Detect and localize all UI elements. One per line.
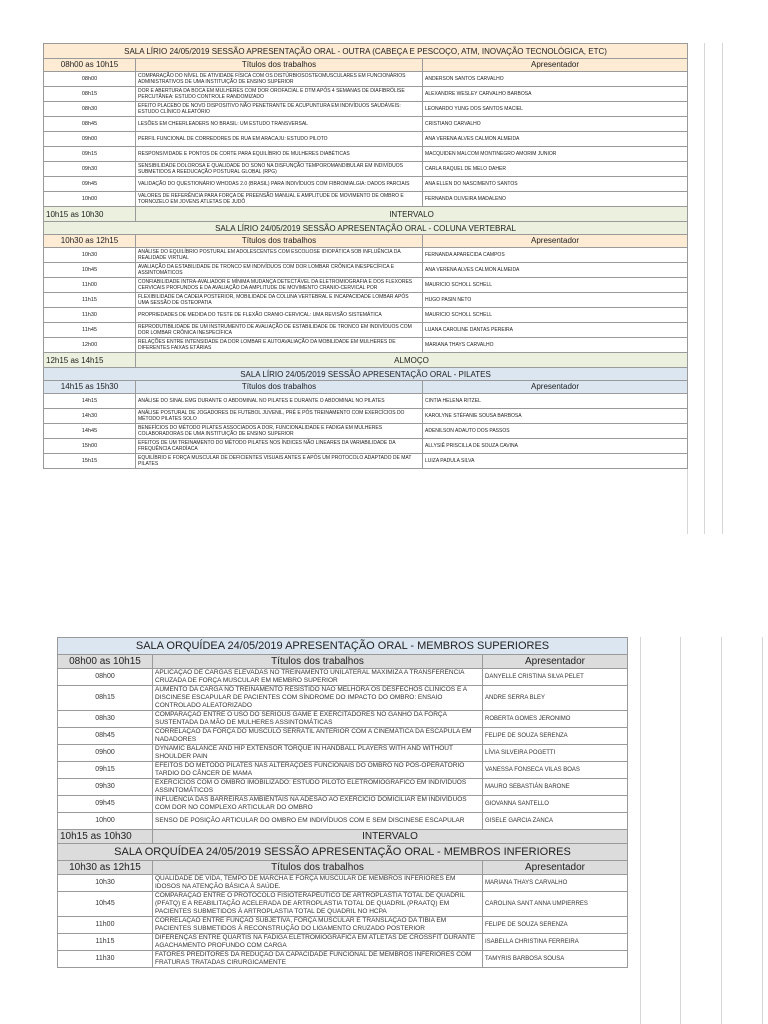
presenter-cell: DANYELLE CRISTINA SILVA PELET (483, 669, 628, 686)
grid-line (721, 637, 722, 1024)
table-row (58, 951, 628, 968)
presenter-cell: MAURICIO SCHOLL SCHELL (423, 308, 688, 323)
section-title: SALA LÍRIO 24/05/2019 SESSÃO APRESENTAÇÃO ORAL - PILATES (44, 368, 688, 381)
table-row (44, 162, 688, 177)
presenter-cell: KAROLYNE STÉFANIE SOUSA BARBOSA (423, 409, 688, 424)
section-title: SALA LÍRIO 24/05/2019 SESSÃO APRESENTAÇÃO ORAL - OUTRA (CABEÇA E PESCOÇO, ATM, INOVAÇÃO TECNOLÓGICA, ETC) (44, 44, 688, 59)
time-cell: 09h15 (44, 147, 136, 162)
time-cell: 12h00 (44, 338, 136, 353)
presenter-cell: LUIZA PADULA SILVA (423, 454, 688, 469)
time-cell: 10h30 (58, 875, 153, 892)
presenter-cell: FERNANDA OLIVEIRA MADALENO (423, 192, 688, 207)
table-row (58, 875, 628, 892)
presenter-cell: ADENILSON ADAUTO DOS PASSOS (423, 424, 688, 439)
pause-label: INTERVALO (136, 207, 688, 222)
title-cell: LESÕES EM CHEERLEADERS NO BRASIL: UM ESTUDO TRANSVERSAL (136, 117, 423, 132)
pause-time: 12h15 as 14h15 (44, 353, 136, 368)
title-cell: CORRELAÇÃO ENTRE FUNÇÃO SUBJETIVA, FORÇA MUSCULAR E TRANSLAÇÃO DA TÍBIA EM PACIENTES SUBMETIDOS À RECONSTRUÇÃO DO LIGAMENTO CRUZADO POSTERIOR (153, 917, 483, 934)
column-header-presenter: Apresentador (483, 861, 628, 875)
table-row (44, 409, 688, 424)
title-cell: EXERCÍCIOS COM O OMBRO IMOBILIZADO: ESTUDO PILOTO ELETROMIOGRÁFICO EM INDIVÍDUOS ASSINTOMÁTICOS (153, 779, 483, 796)
time-cell: 08h15 (58, 686, 153, 711)
title-cell: QUALIDADE DE VIDA, TEMPO DE MARCHA E FORÇA MUSCULAR DE MEMBROS INFERIORES EM IDOSOS NA ATENÇÃO BÁSICA À SAÚDE. (153, 875, 483, 892)
title-cell: RESPONSIVIDADE E PONTOS DE CORTE PARA EQUILÍBRIO DE MULHERES DIABÉTICAS (136, 147, 423, 162)
title-cell: CONFIABILIDADE INTRA-AVALIADOR E MÍNIMA MUDANÇA DETECTÁVEL DA ELETROMIOGRAFIA E DOS FLEXORES CERVICAIS PROFUNDOS E DA AVALIAÇÃO DA AMPLITUDE DE MOVIMENTO CRANIO-CERVICAL POR (136, 278, 423, 293)
table-row (44, 308, 688, 323)
title-cell: SENSIBILIDADE DOLOROSA E QUALIDADE DO SONO NA DISFUNÇÃO TEMPOROMANDIBULAR EM INDIVÍDUOS SUBMETIDOS A REEDUCAÇÃO POSTURAL GLOBAL (RPG) (136, 162, 423, 177)
column-header-presenter: Apresentador (423, 235, 688, 248)
presenter-cell: MARIANA THAYS CARVALHO (423, 338, 688, 353)
presenter-cell: MAURICIO SCHOLL SCHELL (423, 278, 688, 293)
column-header-titles: Títulos dos trabalhos (153, 861, 483, 875)
column-header-titles: Títulos dos trabalhos (136, 381, 423, 394)
presenter-cell: GISELE GARCIA ZANCA (483, 813, 628, 830)
time-cell: 10h45 (44, 263, 136, 278)
time-cell: 15h00 (44, 439, 136, 454)
title-cell: EFEITOS DE UM TREINAMENTO DO MÉTODO PILATES NOS ÍNDICES NÃO LINEARES DA VARIABILIDADE DA FREQUÊNCIA CARDÍACA (136, 439, 423, 454)
presenter-cell: CARLA RAQUEL DE MELO DAHER (423, 162, 688, 177)
title-cell: PROPRIEDADES DE MEDIDA DO TESTE DE FLEXÃO CRANIO-CERVICAL: UMA REVISÃO SISTEMÁTICA (136, 308, 423, 323)
time-cell: 09h00 (44, 132, 136, 147)
presenter-cell: MACQUIDEN MALCOM MONTINEGRO AMORIM JUNIOR (423, 147, 688, 162)
presenter-cell: FELIPE DE SOUZA SERENZA (483, 917, 628, 934)
title-cell: COMPARAÇÃO ENTRE O USO DO SERIOUS GAME E EXERCITADORES NO GANHO DA FORÇA SUSTENTADA DA MÃO DE MULHERES ASSINTOMÁTICAS (153, 711, 483, 728)
time-cell: 08h00 (44, 72, 136, 87)
section-rows (44, 394, 688, 469)
presenter-cell: FELIPE DE SOUZA SERENZA (483, 728, 628, 745)
time-cell: 11h00 (58, 917, 153, 934)
pause-time: 10h15 as 10h30 (58, 830, 153, 844)
presenter-cell: ANA VERENA ALVES CALMON ALMEIDA (423, 263, 688, 278)
title-cell: AVALIAÇÃO DA ESTABILIDADE DE TRONCO EM INDIVÍDUOS COM DOR LOMBAR CRÔNICA INESPECÍFICA E ASSINTOMÁTICOS (136, 263, 423, 278)
time-cell: 08h30 (44, 102, 136, 117)
table-row (58, 762, 628, 779)
section-rows (44, 248, 688, 353)
table-row (58, 711, 628, 728)
grid-line (680, 637, 681, 1024)
title-cell: PERFIL FUNCIONAL DE CORREDORES DE RUA EM ARACAJU: ESTUDO PILOTO (136, 132, 423, 147)
time-cell: 08h45 (58, 728, 153, 745)
table-row (58, 934, 628, 951)
section-title: SALA ORQUÍDEA 24/05/2019 SESSÃO APRESENTAÇÃO ORAL - MEMBROS INFERIORES (58, 844, 628, 861)
table-row (44, 72, 688, 87)
title-cell: EFEITOS DO MÉTODO PILATES NAS ALTERAÇÕES FUNCIONAIS DO OMBRO NO PÓS-OPERATÓRIO TARDIO DO CÂNCER DE MAMA (153, 762, 483, 779)
time-cell: 09h45 (44, 177, 136, 192)
table-row (58, 669, 628, 686)
time-cell: 11h15 (58, 934, 153, 951)
presenter-cell: GIOVANNA SANTELLO (483, 796, 628, 813)
grid-line (640, 637, 641, 1024)
table-row (44, 424, 688, 439)
time-cell: 08h30 (58, 711, 153, 728)
title-cell: ANÁLISE DO EQUILÍBRIO POSTURAL EM ADOLESCENTES COM ESCOLIOSE IDIOPÁTICA SOB INFLUÊNCIA DA REALIDADE VIRTUAL (136, 248, 423, 263)
title-cell: INFLUÊNCIA DAS BARREIRAS AMBIENTAIS NA ADESÃO AO EXERCÍCIO DOMICILIAR EM INDIVÍDUOS COM DOR NO COMPLEXO ARTICULAR DO OMBRO (153, 796, 483, 813)
table-row (58, 917, 628, 934)
section-rows (58, 875, 628, 968)
title-cell: RELAÇÕES ENTRE INTENSIDADE DA DOR LOMBAR E AUTOAVALIAÇÃO DA MOBILIDADE EM MULHERES DE DIFERENTES FAIXAS ETÁRIAS (136, 338, 423, 353)
time-cell: 10h30 (44, 248, 136, 263)
presenter-cell: ANDRE SERRA BLEY (483, 686, 628, 711)
presenter-cell: MARIANA THAYS CARVALHO (483, 875, 628, 892)
section-title: SALA ORQUÍDEA 24/05/2019 APRESENTAÇÃO ORAL - MEMBROS SUPERIORES (58, 638, 628, 655)
pause-label: ALMOÇO (136, 353, 688, 368)
schedule-table-sala-orquidea (57, 637, 628, 968)
presenter-cell: CRISTIANO CARVALHO (423, 117, 688, 132)
column-header-titles: Títulos dos trabalhos (136, 235, 423, 248)
title-cell: APLICAÇÃO DE CARGAS ELEVADAS NO TREINAMENTO UNILATERAL MAXIMIZA A TRANSFERÊNCIA CRUZADA DE FORÇA MUSCULAR EM MEMBRO SUPERIOR (153, 669, 483, 686)
time-range-cell: 10h30 as 12h15 (44, 235, 136, 248)
schedule-table-sala-lirio (43, 43, 688, 469)
grid-line (704, 43, 705, 534)
title-cell: ANÁLISE DO SINAL EMG DURANTE O ABDOMINAL NO PILATES E DURANTE O ABDOMINAL NO PILATES (136, 394, 423, 409)
table-row (58, 796, 628, 813)
title-cell: DOR E ABERTURA DA BOCA EM MULHERES COM DOR OROFACIAL E DTM APÓS 4 SEMANAS DE DIAFIBRÓLISE PERCUTÂNEA: ESTUDO CONTROLE RANDOMIZADO (136, 87, 423, 102)
column-header-presenter: Apresentador (423, 59, 688, 72)
presenter-cell: TAMYRIS BARBOSA SOUSA (483, 951, 628, 968)
time-cell: 11h00 (44, 278, 136, 293)
time-cell: 14h45 (44, 424, 136, 439)
title-cell: SENSO DE POSIÇÃO ARTICULAR DO OMBRO EM INDIVÍDUOS COM E SEM DISCINESE ESCAPULAR (153, 813, 483, 830)
title-cell: ANÁLISE POSTURAL DE JOGADORES DE FUTEBOL JUVENIL, PRÉ E PÓS TREINAMENTO COM EXERCÍCIOS DO MÉTODO PILATES SOLO (136, 409, 423, 424)
table-row (58, 779, 628, 796)
presenter-cell: MAURO SEBASTIÁN BARONE (483, 779, 628, 796)
title-cell: FATORES PREDITORES DA REDUÇÃO DA CAPACIDADE FUNCIONAL DE MEMBROS INFERIORES COM FRATURAS TRATADAS CIRURGICAMENTE (153, 951, 483, 968)
table-row (44, 117, 688, 132)
table-row (58, 892, 628, 917)
title-cell: DIFERENÇAS ENTRE QUARTIS NA FADIGA ELETROMIOGRÁFICA EM ATLETAS DE CROSSFIT DURANTE AGACHAMENTO PROFUNDO COM CARGA (153, 934, 483, 951)
grid-line (722, 43, 723, 534)
title-cell: VALIDAÇÃO DO QUESTIONÁRIO WHODAS 2.0 (BRASIL) PARA INDIVÍDUOS COM FIBROMIALGIA: DADOS PARCIAIS (136, 177, 423, 192)
title-cell: VALORES DE REFERÊNCIA PARA FORÇA DE PREENSÃO MANUAL E AMPLITUDE DE MOVIMENTO DE OMBRO E TORNOZELO EM JOVENS ATLETAS DE JUDÔ (136, 192, 423, 207)
time-cell: 09h00 (58, 745, 153, 762)
column-header-presenter: Apresentador (483, 655, 628, 669)
presenter-cell: ALEXANDRE WESLEY CARVALHO BARBOSA (423, 87, 688, 102)
presenter-cell: FERNANDA APARECIDA CAMPOS (423, 248, 688, 263)
time-range-cell: 14h15 as 15h30 (44, 381, 136, 394)
time-cell: 09h30 (44, 162, 136, 177)
table-row (58, 728, 628, 745)
table-row (44, 147, 688, 162)
table-row (44, 87, 688, 102)
presenter-cell: HUGO PASIN NETO (423, 293, 688, 308)
table-row (44, 132, 688, 147)
presenter-cell: CAROLINA SANT ANNA UMPIERRES (483, 892, 628, 917)
presenter-cell: LEONARDO YUNG DOS SANTOS MACIEL (423, 102, 688, 117)
pause-time: 10h15 as 10h30 (44, 207, 136, 222)
presenter-cell: ANDERSON SANTOS CARVALHO (423, 72, 688, 87)
time-cell: 09h45 (58, 796, 153, 813)
title-cell: AUMENTO DA CARGA NO TREINAMENTO RESISTIDO NÃO MELHORA OS DESFECHOS CLÍNICOS E A DISCINESE ESCAPULAR DE PACIENTES COM SÍNDROME DO IMPACTO DO OMBRO: ENSAIO CONTROLADO ALEATORIZADO (153, 686, 483, 711)
time-range-cell: 08h00 as 10h15 (58, 655, 153, 669)
time-cell: 11h30 (44, 308, 136, 323)
pause-label: INTERVALO (153, 830, 628, 844)
presenter-cell: ANA ELLEN DO NASCIMENTO SANTOS (423, 177, 688, 192)
presenter-cell: ALLYSIÊ PRISCILLA DE SOUZA CAVINA (423, 439, 688, 454)
table-row (44, 177, 688, 192)
presenter-cell: LUANA CAROLINE DANTAS PEREIRA (423, 323, 688, 338)
title-cell: DYNAMIC BALANCE AND HIP EXTENSOR TORQUE IN HANDBALL PLAYERS WITH AND WITHOUT SHOULDER PAIN (153, 745, 483, 762)
time-cell: 14h30 (44, 409, 136, 424)
title-cell: FLEXIBILIDADE DA CADEIA POSTERIOR, MOBILIDADE DA COLUNA VERTEBRAL E INCAPACIDADE LOMBAR APÓS UMA SESSÃO DE OSTEOPATIA (136, 293, 423, 308)
table-row (44, 338, 688, 353)
grid-line (762, 637, 763, 1024)
presenter-cell: ANA VERENA ALVES CALMON ALMEIDA (423, 132, 688, 147)
presenter-cell: VANESSA FONSECA VILAS BOAS (483, 762, 628, 779)
time-cell: 10h00 (58, 813, 153, 830)
section-title: SALA LÍRIO 24/05/2019 SESSÃO APRESENTAÇÃO ORAL - COLUNA VERTEBRAL (44, 222, 688, 235)
title-cell: EFEITO PLACEBO DE NOVO DISPOSITIVO NÃO PENETRANTE DE ACUPUNTURA EM INDIVÍDUOS SAUDÁVEIS: ESTUDO CLÍNICO ALEATÓRIO (136, 102, 423, 117)
title-cell: CORRELAÇÃO DA FORÇA DO MÚSCULO SERRÁTIL ANTERIOR COM A CINEMÁTICA DA ESCÁPULA EM NADADORES (153, 728, 483, 745)
table-row (44, 248, 688, 263)
title-cell: COMPARAÇÃO ENTRE O PROTOCOLO FISIOTERAPÊUTICO DE ARTROPLASTIA TOTAL DE QUADRIL (PFATQ) E A REABILITAÇÃO ACELERADA DE ARTROPLASTIA TOTAL DE QUADRIL (PRAATQ) EM PACIENTES SUBMETIDOS À ARTROPLASTIA TOTAL DE QUADRIL NO HCPA (153, 892, 483, 917)
time-cell: 08h00 (58, 669, 153, 686)
table-row (44, 278, 688, 293)
time-range-cell: 08h00 as 10h15 (44, 59, 136, 72)
title-cell: BENEFÍCIOS DO MÉTODO PILATES ASSOCIADOS A DOR, FUNCIONALIDADE E FADIGA EM MULHERES COLABORADORAS DE UMA INSTITUIÇÃO DE ENSINO SUPERIOR (136, 424, 423, 439)
time-cell: 10h45 (58, 892, 153, 917)
time-cell: 11h30 (58, 951, 153, 968)
time-cell: 09h15 (58, 762, 153, 779)
column-header-presenter: Apresentador (423, 381, 688, 394)
time-cell: 10h00 (44, 192, 136, 207)
presenter-cell: ISABELLA CHRISTINA FERREIRA (483, 934, 628, 951)
title-cell: REPRODUTIBILIDADE DE UM INSTRUMENTO DE AVALIAÇÃO DE ESTABILIDADE DE TRONCO EM INDIVÍDUOS COM DOR LOMBAR CRÔNICA INESPECÍFICA (136, 323, 423, 338)
section-rows (44, 72, 688, 207)
table-row (58, 813, 628, 830)
section-rows (58, 669, 628, 830)
column-header-titles: Títulos dos trabalhos (153, 655, 483, 669)
time-cell: 09h30 (58, 779, 153, 796)
presenter-cell: LÍVIA SILVEIRA POGETTI (483, 745, 628, 762)
table-row (58, 686, 628, 711)
time-cell: 08h45 (44, 117, 136, 132)
column-header-titles: Títulos dos trabalhos (136, 59, 423, 72)
table-row (44, 454, 688, 469)
table-row (58, 745, 628, 762)
table-row (44, 293, 688, 308)
table-row (44, 102, 688, 117)
table-row (44, 394, 688, 409)
table-row (44, 192, 688, 207)
presenter-cell: CINTIA HELENA RITZEL (423, 394, 688, 409)
time-cell: 11h15 (44, 293, 136, 308)
time-range-cell: 10h30 as 12h15 (58, 861, 153, 875)
title-cell: COMPARAÇÃO DO NÍVEL DE ATIVIDADE FÍSICA COM OS DISTÚRBIOSOSTEOMUSCULARES EM FUNCIONÁRIOS ADMINISTRATIVOS DE UMA INSTITUIÇÃO DE ENSINO SUPERIOR (136, 72, 423, 87)
time-cell: 14h15 (44, 394, 136, 409)
time-cell: 11h45 (44, 323, 136, 338)
time-cell: 15h15 (44, 454, 136, 469)
table-row (44, 263, 688, 278)
title-cell: EQUILÍBRIO E FORÇA MUSCULAR DE DEFICIENTES VISUAIS ANTES E APÓS UM PROTOCOLO ADAPTADO DE MAT PILATES (136, 454, 423, 469)
presenter-cell: ROBERTA GOMES JERONIMO (483, 711, 628, 728)
time-cell: 08h15 (44, 87, 136, 102)
table-row (44, 439, 688, 454)
table-row (44, 323, 688, 338)
